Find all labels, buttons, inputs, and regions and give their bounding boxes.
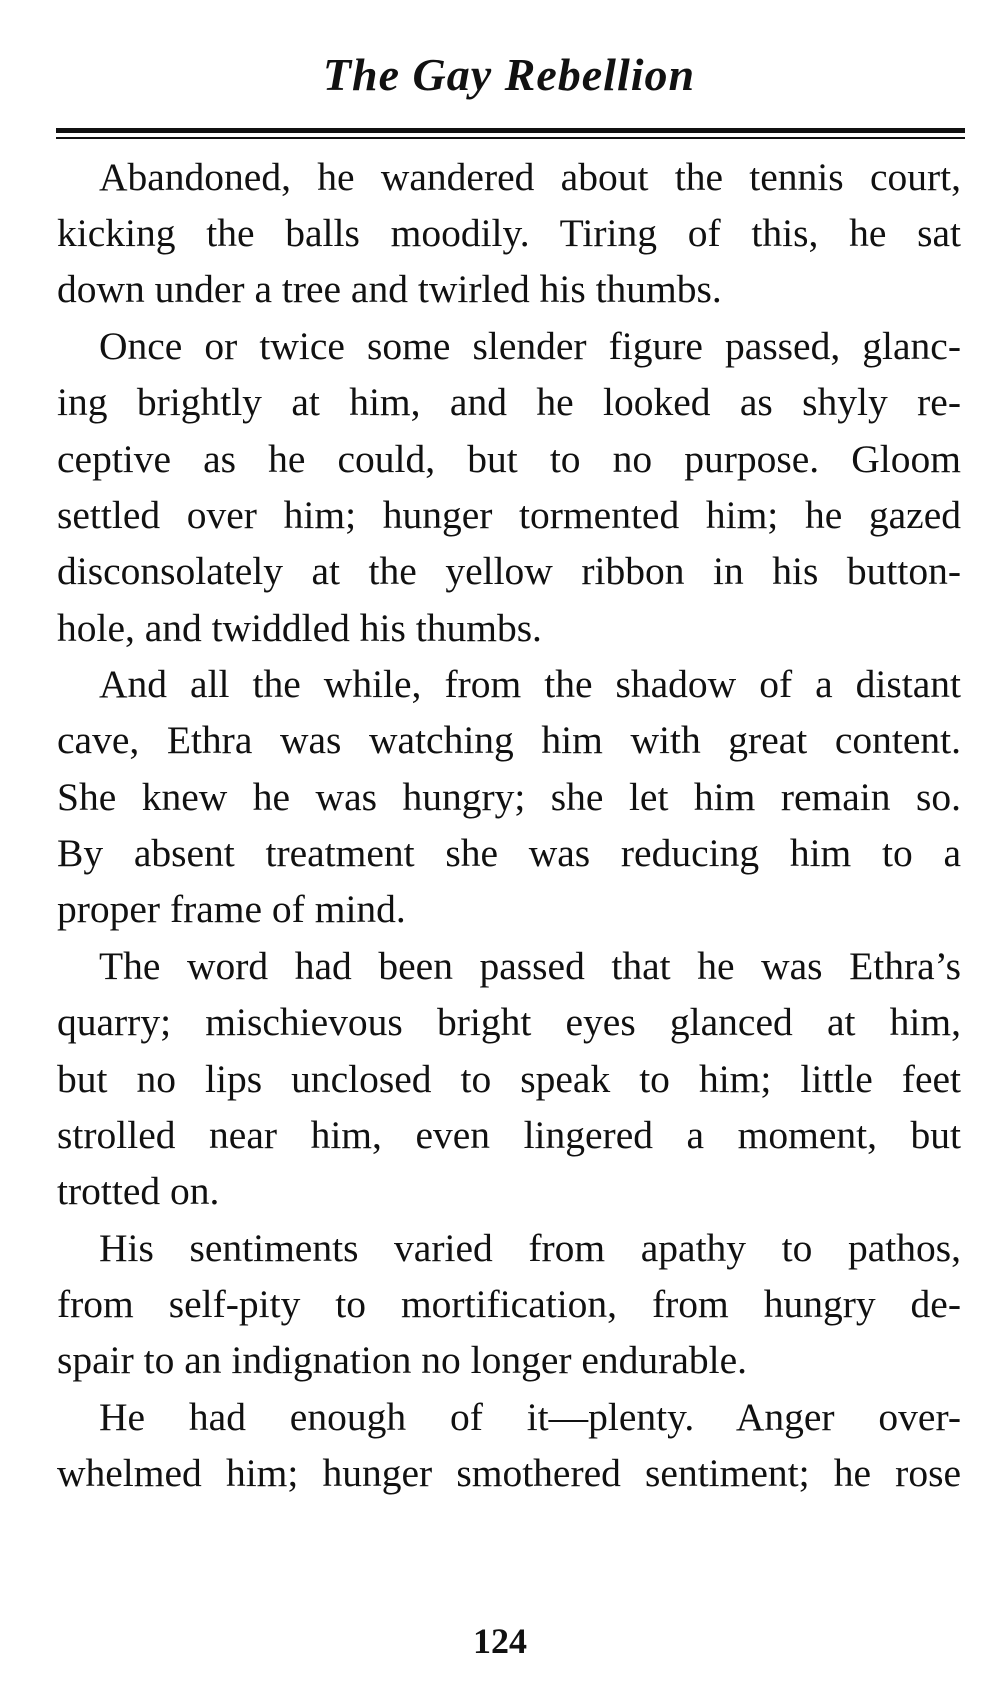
- text-line: And all the while, from the shadow of a distant: [99, 662, 961, 706]
- text-line: strolled near him, even lingered a moment, but: [57, 1113, 961, 1157]
- header-rule-thick: [56, 128, 965, 133]
- text-line: Abandoned, he wandered about the tennis court,: [99, 155, 961, 199]
- text-line: down under a tree and twirled his thumbs.: [57, 267, 722, 311]
- header-rule-thin: [56, 137, 965, 139]
- text-line: from self-pity to mortification, from hungry de-: [57, 1282, 961, 1326]
- text-line: but no lips unclosed to speak to him; little feet: [57, 1057, 961, 1101]
- text-line: ing brightly at him, and he looked as shyly re-: [57, 380, 961, 424]
- text-line: settled over him; hunger tormented him; he gazed: [57, 493, 961, 537]
- text-line: kicking the balls moodily. Tiring of this, he sat: [57, 211, 961, 255]
- running-head-title: The Gay Rebellion: [322, 49, 696, 100]
- text-line: Once or twice some slender figure passed, glanc-: [99, 324, 961, 368]
- text-line: disconsolately at the yellow ribbon in his button-: [57, 549, 961, 593]
- text-line: cave, Ethra was watching him with great content.: [57, 718, 961, 762]
- text-line: His sentiments varied from apathy to pathos,: [99, 1226, 961, 1270]
- text-line: By absent treatment she was reducing him to a: [57, 831, 961, 875]
- text-line: She knew he was hungry; she let him remain so.: [57, 775, 961, 819]
- text-line: spair to an indignation no longer endurable.: [57, 1338, 747, 1382]
- text-line: trotted on.: [57, 1169, 220, 1213]
- text-line: He had enough of it—plenty. Anger over-: [99, 1395, 961, 1439]
- text-line: ceptive as he could, but to no purpose. Gloom: [57, 437, 961, 481]
- text-line: quarry; mischievous bright eyes glanced at him,: [57, 1000, 961, 1044]
- text-line: The word had been passed that he was Ethra’s: [99, 944, 961, 988]
- text-line: hole, and twiddled his thumbs.: [57, 606, 542, 650]
- text-line: whelmed him; hunger smothered sentiment; he rose: [57, 1451, 961, 1495]
- text-line: proper frame of mind.: [57, 887, 406, 931]
- page-number: 124: [473, 1621, 527, 1661]
